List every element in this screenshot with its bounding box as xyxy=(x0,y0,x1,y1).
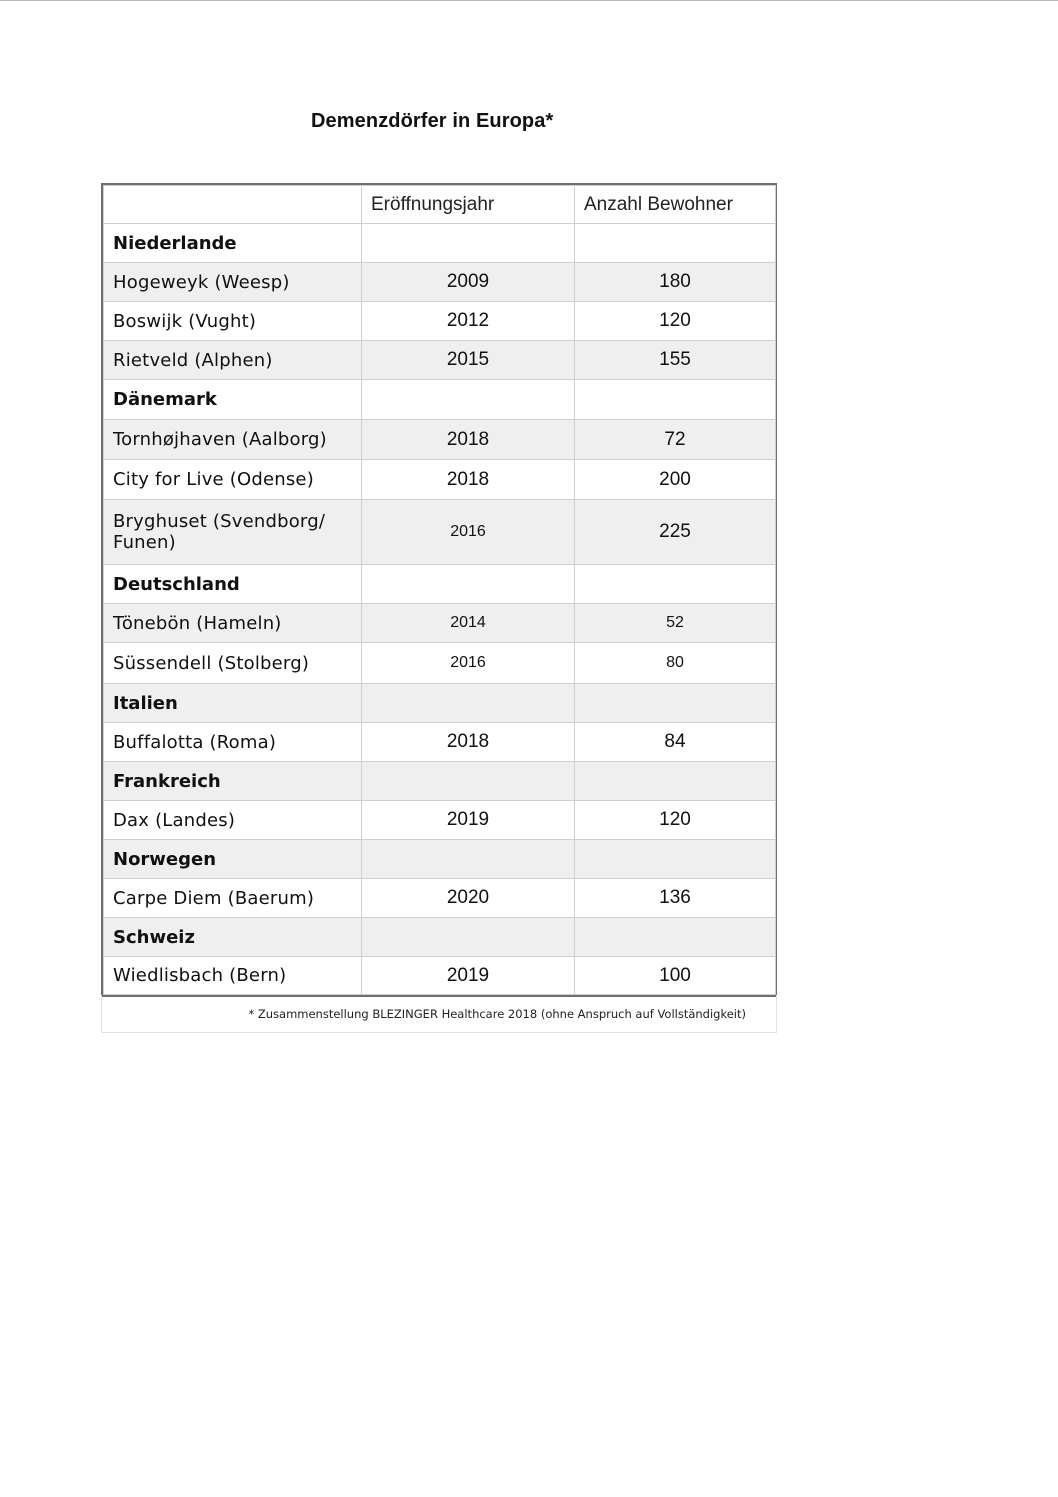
village-name: Rietveld (Alphen) xyxy=(104,341,362,380)
village-name: Wiedlisbach (Bern) xyxy=(104,957,362,995)
year-cell xyxy=(362,224,575,263)
group-row xyxy=(104,918,776,957)
year-cell xyxy=(362,684,575,723)
village-name: Dax (Landes) xyxy=(104,801,362,840)
group-label: Schweiz xyxy=(104,918,362,957)
year-cell xyxy=(362,380,575,420)
group-row xyxy=(104,380,776,420)
village-name: Tornhøjhaven (Aalborg) xyxy=(104,420,362,460)
table-row xyxy=(104,801,776,840)
table-header-row xyxy=(104,186,776,224)
residents-cell xyxy=(575,565,776,604)
residents-cell: 80 xyxy=(575,643,776,684)
table-row xyxy=(104,263,776,302)
table-row xyxy=(104,500,776,565)
village-name: Carpe Diem (Baerum) xyxy=(104,879,362,918)
group-label: Norwegen xyxy=(104,840,362,879)
residents-cell: 136 xyxy=(575,879,776,918)
residents-cell: 180 xyxy=(575,263,776,302)
year-cell: 2018 xyxy=(362,723,575,762)
table-row xyxy=(104,643,776,684)
residents-cell xyxy=(575,380,776,420)
group-label: Italien xyxy=(104,684,362,723)
village-name: Tönebön (Hameln) xyxy=(104,604,362,643)
table-row xyxy=(104,723,776,762)
residents-cell: 100 xyxy=(575,957,776,995)
top-rule xyxy=(0,0,1058,1)
group-row xyxy=(104,684,776,723)
table-row xyxy=(104,420,776,460)
year-cell xyxy=(362,565,575,604)
year-cell: 2015 xyxy=(362,341,575,380)
table-row xyxy=(104,341,776,380)
year-cell: 2009 xyxy=(362,263,575,302)
year-cell: 2012 xyxy=(362,302,575,341)
group-label: Frankreich xyxy=(104,762,362,801)
group-row xyxy=(104,565,776,604)
year-cell xyxy=(362,840,575,879)
table-row xyxy=(104,879,776,918)
residents-cell xyxy=(575,840,776,879)
villages-table xyxy=(101,183,777,997)
group-row xyxy=(104,840,776,879)
village-name: Hogeweyk (Weesp) xyxy=(104,263,362,302)
residents-cell xyxy=(575,762,776,801)
village-name: City for Live (Odense) xyxy=(104,460,362,500)
residents-cell: 52 xyxy=(575,604,776,643)
table-row xyxy=(104,957,776,995)
year-cell: 2020 xyxy=(362,879,575,918)
residents-cell xyxy=(575,684,776,723)
table-row xyxy=(104,302,776,341)
residents-cell: 120 xyxy=(575,801,776,840)
header-cell-name xyxy=(104,186,362,224)
group-label: Niederlande xyxy=(104,224,362,263)
residents-cell xyxy=(575,224,776,263)
residents-cell: 84 xyxy=(575,723,776,762)
footnote: * Zusammenstellung BLEZINGER Healthcare 2018 (ohne Anspruch auf Vollständigkeit) xyxy=(248,1007,746,1021)
year-cell xyxy=(362,918,575,957)
residents-cell xyxy=(575,918,776,957)
residents-cell: 155 xyxy=(575,341,776,380)
residents-cell: 120 xyxy=(575,302,776,341)
page-title: Demenzdörfer in Europa* xyxy=(311,110,554,132)
year-cell: 2014 xyxy=(362,604,575,643)
group-label: Dänemark xyxy=(104,380,362,420)
village-name: Buffalotta (Roma) xyxy=(104,723,362,762)
year-cell: 2018 xyxy=(362,460,575,500)
header-cell-year: Eröffnungsjahr xyxy=(362,186,575,224)
year-cell xyxy=(362,762,575,801)
footnote-box xyxy=(101,995,777,1033)
village-name: Boswijk (Vught) xyxy=(104,302,362,341)
group-row xyxy=(104,762,776,801)
year-cell: 2019 xyxy=(362,957,575,995)
residents-cell: 200 xyxy=(575,460,776,500)
village-name: Bryghuset (Svendborg/ Funen) xyxy=(104,500,362,565)
residents-cell: 72 xyxy=(575,420,776,460)
village-name: Süssendell (Stolberg) xyxy=(104,643,362,684)
residents-cell: 225 xyxy=(575,500,776,565)
table-row xyxy=(104,604,776,643)
year-cell: 2019 xyxy=(362,801,575,840)
year-cell: 2018 xyxy=(362,420,575,460)
header-cell-residents: Anzahl Bewohner xyxy=(575,186,776,224)
group-label: Deutschland xyxy=(104,565,362,604)
table-row xyxy=(104,460,776,500)
year-cell: 2016 xyxy=(362,643,575,684)
group-row xyxy=(104,224,776,263)
year-cell: 2016 xyxy=(362,500,575,565)
